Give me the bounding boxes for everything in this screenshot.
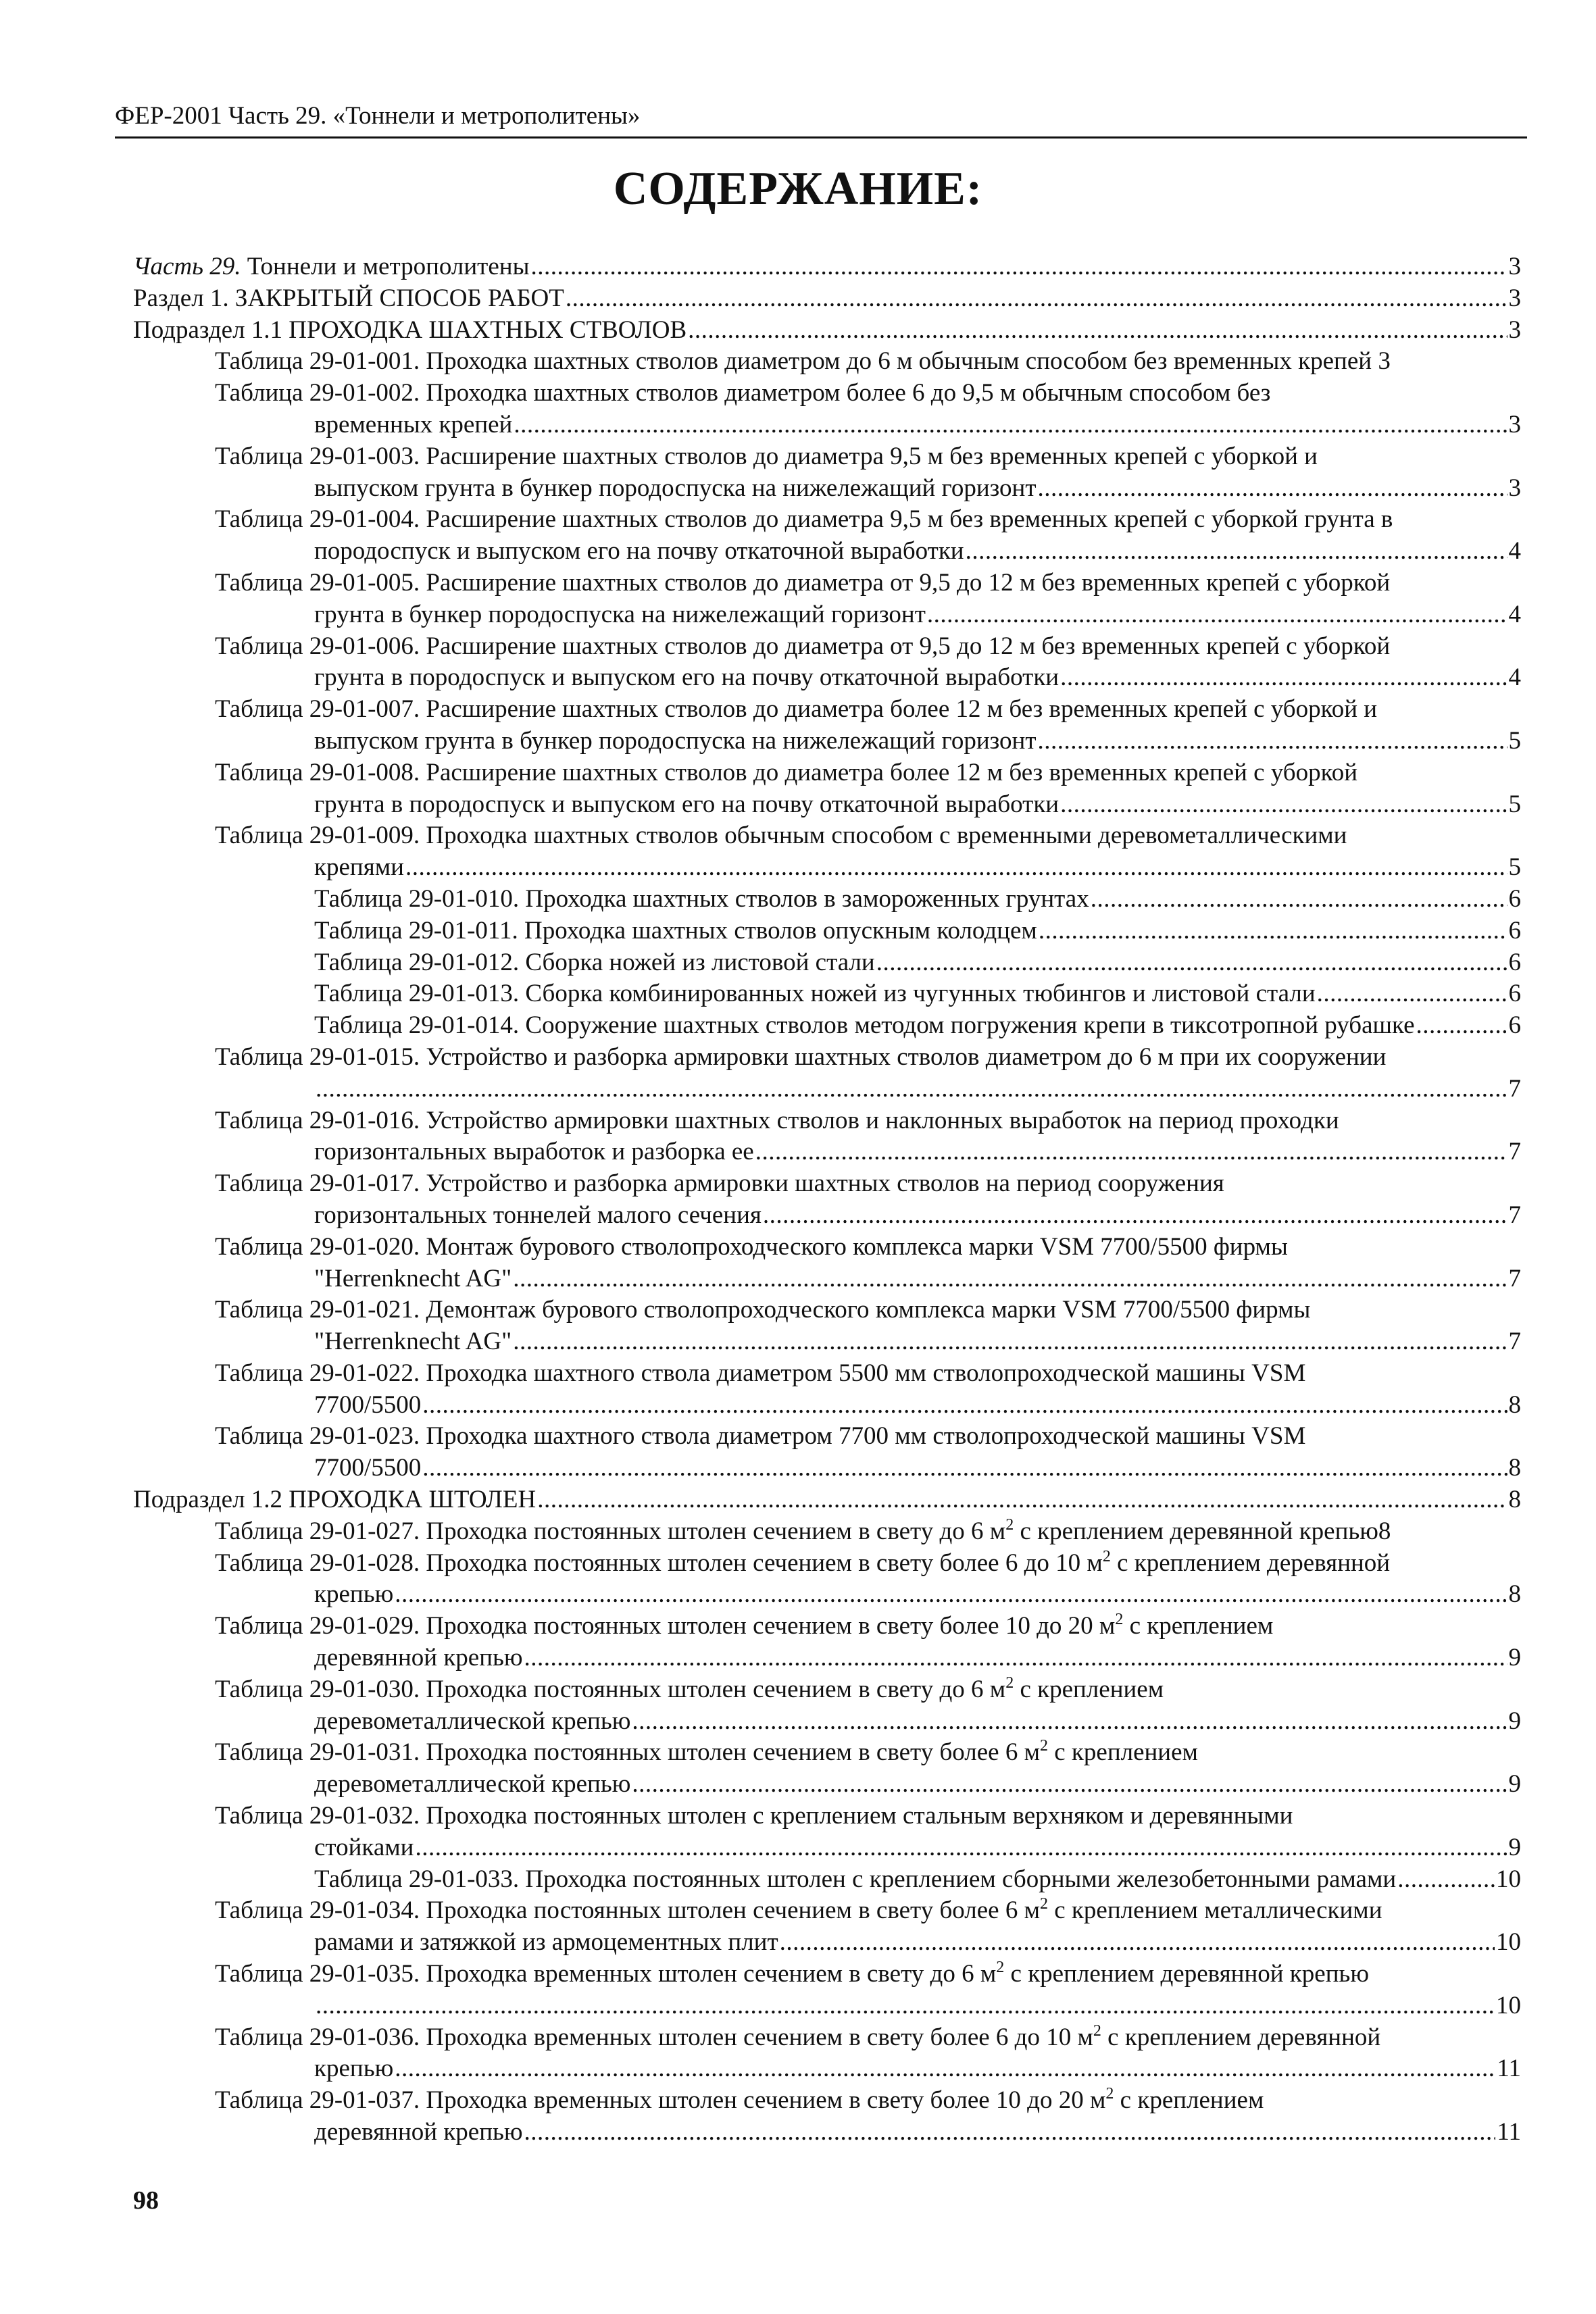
toc-entry[interactable] [133, 1010, 1521, 1042]
dot-leader [316, 1990, 1495, 2022]
toc-page-number: 8 [1508, 1486, 1521, 1514]
toc-entry[interactable] [133, 2022, 1521, 2086]
toc-entry-text: рамами и затяжкой из армоцементных плит [314, 1928, 778, 1957]
dot-leader [537, 1484, 1507, 1516]
toc-entry-text: деревометаллической крепью [314, 1770, 631, 1799]
toc-entry-text: Таблица 29-01-031. Проходка постоянных штолен сечением в свету более 6 м [215, 1738, 1040, 1767]
dot-leader [1060, 789, 1507, 821]
superscript: 2 [1005, 1515, 1014, 1534]
toc-entry-text: Таблица 29-01-033. Проходка постоянных штолен с креплением сборными железобетонными рамами [314, 1865, 1397, 1893]
dot-leader [405, 852, 1507, 884]
toc-entry-text: Таблица 29-01-012. Сборка ножей из листовой стали [314, 948, 875, 976]
toc-entry[interactable] [133, 1611, 1521, 1674]
toc-page-number: 3 [1508, 316, 1521, 344]
toc-page-number: 7 [1508, 1264, 1521, 1292]
toc-entry-text: с креплением деревянной [1101, 2023, 1381, 2051]
toc-entry-text: Таблица 29-01-005. Расширение шахтных стволов до диаметра от 9,5 до 12 м без временных крепей с уборкой [215, 568, 1391, 597]
toc-entry-text: Таблица 29-01-023. Проходка шахтного ствола диаметром 7700 мм стволопроходческой машины VSM [215, 1422, 1306, 1451]
dot-leader [422, 1453, 1507, 1484]
toc-entry-text: с креплением [1123, 1612, 1274, 1640]
toc-entry-text: Таблица 29-01-009. Проходка шахтных стволов обычным способом с временными деревометаллическими [215, 822, 1347, 850]
toc-entry-text: Таблица 29-01-021. Демонтаж бурового стволопроходческого комплекса марки VSM 7700/5500 фирмы [215, 1296, 1311, 1324]
page-number: 98 [133, 2186, 159, 2215]
toc-entry-text: с креплением металлическими [1048, 1896, 1382, 1925]
toc-entry-text: Таблица 29-01-030. Проходка постоянных штолен сечением в свету до 6 м [215, 1675, 1006, 1703]
toc-entry-text: крепями [314, 853, 404, 882]
toc-page-number: 11 [1497, 2118, 1521, 2146]
superscript: 2 [1115, 1611, 1124, 1629]
toc-page-number: 5 [1508, 853, 1521, 882]
toc-entry[interactable] [133, 978, 1521, 1010]
superscript: 2 [996, 1959, 1005, 1977]
toc-entry[interactable] [133, 820, 1521, 884]
toc-page-number: 9 [1508, 1833, 1521, 1861]
toc-entry-text: Таблица 29-01-022. Проходка шахтного ствола диаметром 5500 мм стволопроходческой машины VSM [215, 1359, 1306, 1387]
page-title: СОДЕРЖАНИЕ: [613, 163, 983, 215]
dot-leader [1060, 662, 1507, 694]
toc-entry-text: Таблица 29-01-037. Проходка временных штолен сечением в свету более 10 до 20 м [215, 2086, 1106, 2115]
toc-entry-text: грунта в бункер породоспуска на нижележащий горизонт [314, 600, 926, 628]
superscript: 2 [1102, 1547, 1111, 1565]
toc-entry[interactable] [133, 1484, 1521, 1516]
toc-page-number: 4 [1508, 537, 1521, 565]
toc-entry[interactable] [133, 915, 1521, 947]
toc-entry[interactable] [133, 441, 1521, 505]
toc-entry-text: Таблица 29-01-029. Проходка постоянных штолен сечением в свету более 10 до 20 м [215, 1612, 1116, 1640]
toc-entry[interactable] [133, 1294, 1521, 1358]
dot-leader [514, 409, 1507, 441]
dot-leader [876, 947, 1507, 979]
dot-leader [1317, 978, 1507, 1010]
toc-entry-text: 7700/5500 [314, 1454, 422, 1482]
toc-entry[interactable] [133, 1801, 1521, 1864]
toc-page-number: 8 [1508, 1580, 1521, 1609]
toc-entry-text: с креплением [1048, 1738, 1198, 1767]
toc-entry[interactable] [133, 1042, 1521, 1105]
toc-page-number: 3 [1508, 284, 1521, 312]
toc-entry[interactable] [133, 1358, 1521, 1422]
toc-entry-text: Таблица 29-01-014. Сооружение шахтных стволов методом погружения крепи в тиксотропной рубашке [314, 1011, 1415, 1040]
superscript: 2 [1040, 1737, 1048, 1755]
toc-entry-text: Таблица 29-01-002. Проходка шахтных стволов диаметром более 6 до 9,5 м обычным способом без [215, 379, 1271, 407]
dot-leader [1037, 726, 1507, 757]
dot-leader [524, 1642, 1507, 1674]
toc-entry-text: с креплением деревянной крепью8 [1014, 1517, 1391, 1545]
toc-page-number: 9 [1508, 1707, 1521, 1735]
dot-leader [632, 1769, 1507, 1801]
toc-page-number: 3 [1508, 474, 1521, 502]
dot-leader [1039, 915, 1507, 947]
toc-entry-text: Таблица 29-01-036. Проходка временных штолен сечением в свету более 6 до 10 м [215, 2023, 1093, 2051]
toc-entry-text: породоспуск и выпуском его на почву откаточной выработки [314, 537, 964, 565]
toc-entry-text: деревянной крепью [314, 1644, 523, 1672]
toc-entry[interactable] [133, 1737, 1521, 1801]
dot-leader [316, 1074, 1507, 1105]
toc-entry[interactable] [133, 346, 1521, 378]
toc-page-number: 3 [1508, 410, 1521, 438]
toc-page-number: 5 [1508, 726, 1521, 755]
toc-entry-text: Таблица 29-01-001. Проходка шахтных стволов диаметром до 6 м обычным способом без временных крепей 3 [215, 347, 1391, 376]
toc-entry-text: 7700/5500 [314, 1390, 422, 1419]
toc-entry-text: выпуском грунта в бункер породоспуска на нижележащий горизонт [314, 726, 1037, 755]
toc-entry[interactable] [133, 1105, 1521, 1169]
toc-page-number: 6 [1508, 884, 1521, 913]
toc-entry-text: горизонтальных тоннелей малого сечения [314, 1201, 762, 1229]
superscript: 2 [1040, 1895, 1048, 1913]
table-of-contents [133, 251, 1521, 2148]
toc-entry-text: с креплением деревянной [1110, 1549, 1391, 1577]
toc-entry-text: Таблица 29-01-004. Расширение шахтных стволов до диаметра 9,5 м без временных крепей с уборкой грунта в [215, 505, 1393, 534]
toc-entry-text: Таблица 29-01-007. Расширение шахтных стволов до диаметра более 12 м без временных крепей с уборкой и [215, 695, 1378, 724]
dot-leader [422, 1390, 1507, 1422]
toc-entry[interactable] [133, 283, 1521, 315]
dot-leader [395, 1579, 1507, 1611]
toc-page-number: 8 [1508, 1390, 1521, 1419]
toc-entry-text: выпуском грунта в бункер породоспуска на нижележащий горизонт [314, 474, 1037, 502]
toc-entry[interactable] [133, 1168, 1521, 1232]
toc-entry[interactable] [133, 694, 1521, 757]
toc-entry-text: временных крепей [314, 410, 513, 438]
toc-entry[interactable] [133, 631, 1521, 695]
dot-leader [927, 599, 1507, 631]
toc-entry-text: Таблица 29-01-011. Проходка шахтных стволов опускным колодцем [314, 916, 1037, 945]
dot-leader [524, 2117, 1496, 2148]
toc-entry-text: Таблица 29-01-016. Устройство армировки шахтных стволов и наклонных выработок на период проходки [215, 1106, 1339, 1134]
toc-entry-prefix: Часть 29. [133, 253, 241, 280]
dot-leader [513, 1326, 1507, 1358]
toc-entry-text: грунта в породоспуск и выпуском его на почву откаточной выработки [314, 663, 1059, 692]
dot-leader [530, 251, 1507, 283]
toc-entry-text: крепью [314, 1580, 394, 1609]
dot-leader [513, 1263, 1507, 1295]
toc-entry-text: Раздел 1. ЗАКРЫТЫЙ СПОСОБ РАБОТ [133, 284, 564, 312]
toc-page-number: 6 [1508, 916, 1521, 945]
toc-entry-text: Таблица 29-01-028. Проходка постоянных штолен сечением в свету более 6 до 10 м [215, 1549, 1103, 1577]
toc-entry[interactable] [133, 1421, 1521, 1484]
toc-entry[interactable] [133, 315, 1521, 347]
dot-leader [1091, 884, 1507, 915]
toc-page-number: 7 [1508, 1138, 1521, 1166]
toc-entry-text: деревометаллической крепью [314, 1707, 631, 1735]
dot-leader [1416, 1010, 1507, 1042]
superscript: 2 [1005, 1674, 1014, 1692]
toc-entry-text: Тоннели и метрополитены [241, 253, 530, 280]
dot-leader [632, 1706, 1507, 1738]
toc-entry-text: Таблица 29-01-015. Устройство и разборка армировки шахтных стволов диаметром до 6 м при их сооружении [215, 1042, 1387, 1071]
dot-leader [415, 1832, 1507, 1864]
toc-page-number: 9 [1508, 1770, 1521, 1799]
dot-leader [966, 536, 1507, 568]
dot-leader [780, 1927, 1495, 1959]
toc-entry-text: с креплением [1114, 2086, 1264, 2115]
toc-entry[interactable] [133, 378, 1521, 441]
toc-page-number: 10 [1496, 1865, 1521, 1893]
dot-leader [763, 1200, 1507, 1232]
toc-entry[interactable] [133, 1232, 1521, 1295]
toc-page-number: 6 [1508, 948, 1521, 976]
toc-page-number: 4 [1508, 663, 1521, 692]
dot-leader [755, 1136, 1507, 1168]
dot-leader [688, 315, 1507, 347]
toc-entry-text: Подраздел 1.1 ПРОХОДКА ШАХТНЫХ СТВОЛОВ [133, 316, 687, 344]
toc-entry[interactable] [133, 947, 1521, 979]
toc-entry-text: горизонтальных выработок и разборка ее [314, 1138, 754, 1166]
toc-entry[interactable] [133, 1548, 1521, 1611]
toc-entry-text: Подраздел 1.2 ПРОХОДКА ШТОЛЕН [133, 1486, 537, 1514]
toc-entry-text: "Herrenknecht AG" [314, 1328, 512, 1356]
toc-page-number: 11 [1497, 2055, 1521, 2083]
toc-entry-text: Таблица 29-01-003. Расширение шахтных стволов до диаметра 9,5 м без временных крепей с уборкой и [215, 442, 1318, 470]
toc-page-number: 9 [1508, 1644, 1521, 1672]
toc-entry[interactable] [133, 757, 1521, 821]
toc-entry-text: с креплением [1014, 1675, 1164, 1703]
toc-page-number: 6 [1508, 980, 1521, 1008]
toc-entry-text: Таблица 29-01-020. Монтаж бурового стволопроходческого комплекса марки VSM 7700/5500 фирмы [215, 1232, 1288, 1261]
superscript: 2 [1093, 2021, 1101, 2040]
toc-entry-text: деревянной крепью [314, 2118, 523, 2146]
toc-entry-text: Таблица 29-01-017. Устройство и разборка армировки шахтных стволов на период сооружения [215, 1169, 1224, 1198]
toc-page-number: 10 [1496, 1991, 1521, 2019]
toc-entry[interactable] [133, 1674, 1521, 1738]
toc-entry-text: Таблица 29-01-010. Проходка шахтных стволов в замороженных грунтах [314, 884, 1089, 913]
toc-entry[interactable] [133, 1516, 1521, 1548]
toc-entry[interactable] [133, 884, 1521, 915]
toc-page-number: 3 [1508, 253, 1521, 280]
dot-leader [1397, 1864, 1495, 1896]
toc-entry[interactable] [133, 1895, 1521, 1959]
toc-entry-text: Таблица 29-01-027. Проходка постоянных штолен сечением в свету до 6 м [215, 1517, 1006, 1545]
dot-leader [566, 283, 1507, 315]
toc-page-number: 10 [1496, 1928, 1521, 1957]
dot-leader [395, 2053, 1495, 2085]
toc-entry[interactable] [133, 504, 1521, 568]
running-header: ФЕР-2001 Часть 29. «Тоннели и метрополитены» [115, 101, 1527, 139]
toc-page-number: 7 [1508, 1201, 1521, 1229]
toc-entry-text: Таблица 29-01-034. Проходка постоянных штолен сечением в свету более 6 м [215, 1896, 1040, 1925]
toc-entry-text: Таблица 29-01-006. Расширение шахтных стволов до диаметра от 9,5 до 12 м без временных крепей с уборкой [215, 632, 1391, 660]
superscript: 2 [1105, 2085, 1114, 2103]
dot-leader [1037, 473, 1507, 505]
toc-entry[interactable] [133, 1864, 1521, 1896]
toc-entry-text: Таблица 29-01-008. Расширение шахтных стволов до диаметра более 12 м без временных крепей с уборкой [215, 758, 1358, 786]
toc-entry-text: с креплением деревянной крепью [1004, 1960, 1370, 1988]
toc-page-number: 5 [1508, 790, 1521, 818]
toc-page-number: 7 [1508, 1074, 1521, 1103]
toc-page-number: 4 [1508, 600, 1521, 628]
toc-entry[interactable] [133, 568, 1521, 631]
toc-entry-text: Таблица 29-01-013. Сборка комбинированных ножей из чугунных тюбингов и листовой стали [314, 980, 1316, 1008]
toc-entry-text: крепью [314, 2055, 394, 2083]
toc-page-number: 7 [1508, 1328, 1521, 1356]
toc-page-number: 6 [1508, 1011, 1521, 1040]
toc-page-number: 8 [1508, 1454, 1521, 1482]
toc-entry-text: грунта в породоспуск и выпуском его на почву откаточной выработки [314, 790, 1059, 818]
toc-entry-text: Таблица 29-01-035. Проходка временных штолен сечением в свету до 6 м [215, 1960, 997, 1988]
toc-entry-text: стойками [314, 1833, 414, 1861]
toc-entry[interactable] [133, 251, 1521, 283]
toc-entry-text: Таблица 29-01-032. Проходка постоянных штолен с креплением стальным верхняком и деревянными [215, 1802, 1293, 1830]
toc-entry[interactable] [133, 1959, 1521, 2022]
toc-entry-text: "Herrenknecht AG" [314, 1264, 512, 1292]
toc-entry[interactable] [133, 2085, 1521, 2148]
